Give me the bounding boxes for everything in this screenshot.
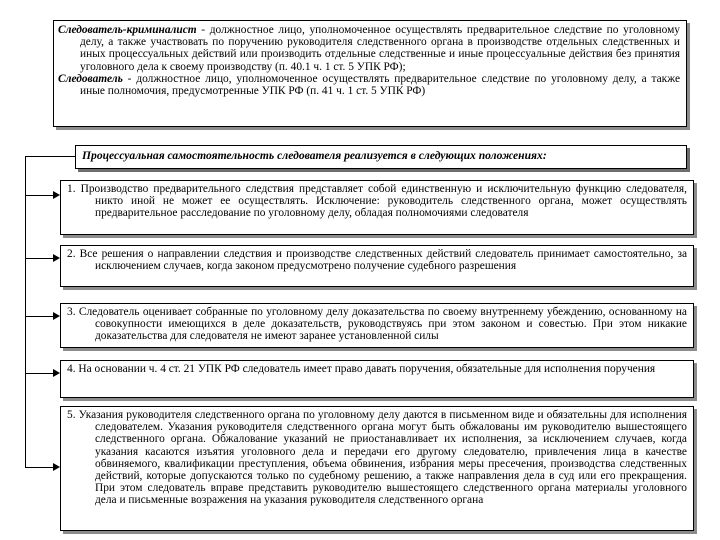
connector-branch-2: [25, 258, 53, 259]
provision-item-2: [60, 245, 694, 287]
connector-branch-5: [25, 467, 53, 468]
provision-text: 5. Указания руководителя следственного органа по уголовному делу даются в письменном виде и обязательны для исполнения следователем. Указания руководителя следственного органа могут быть обжалованы им руководителю вышестоящего следственного органа. Обжалование указаний не приостанавливает их исполнения, за исключением случаев, когда указания касаются изъятия уголовного дела и передачи его другому следователю, привлечения лица в качестве обвиняемого, квалификации преступления, объема обвинения, избрания меры пресечения, производства следственных действий, которые допускаются только по судебному решению, а также направления дела в суд или его прекращения. При этом следователь вправе представить руководителю вышестоящего следственного органа материалы уголовного дела и письменные возражения на указания руководителя следственного органа: [67, 409, 687, 507]
definition-term: Следователь-криминалист: [58, 24, 197, 36]
definition-term: Следователь: [58, 72, 123, 85]
provision-text: 3. Следователь оценивает собранные по уголовному делу доказательства по своему внутреннему убеждению, основанному на совокупности имеющихся в деле доказательств, руководствуясь при этом законом и совестью. При этом никакие доказательства для следователя не имеют заранее установленной силы: [67, 306, 687, 343]
provision-item-3: [60, 303, 694, 348]
arrow-icon: [53, 312, 60, 320]
connector-branch-4: [25, 373, 53, 374]
connector-branch-1: [25, 195, 53, 196]
provision-text: 2. Все решения о направлении следствия и производстве следственных действий следователь принимает самостоятельно, за исключением случаев, когда законом предусмотрено получение судебного разрешения: [67, 248, 687, 273]
definition-investigator: [58, 73, 680, 97]
provision-text: 1. Производство предварительного следствия представляет собой единственную и исключительную функцию следователя, никто иной не может ее осуществлять. Исключение: руководитель следственного органа, может осуществлять предварительное расследование по уголовному делу, обладая полномочиями следователя: [67, 183, 687, 220]
definition-text: - должностное лицо, уполномоченное осуществлять предварительное следствие по уголовному делу, а также участвовать по поручению руководителя следственного органа в производстве отдельных следственных и иных процессуальных действий или производить отдельные следственные и иные процессуальные действия без принятия уголовного дела к своему производству (п. 40.1 ч. 1 ст. 5 УПК РФ);: [80, 24, 680, 73]
connector-to-heading: [25, 156, 75, 157]
provision-item-5: [60, 406, 694, 531]
provision-item-1: [60, 180, 694, 235]
arrow-icon: [53, 191, 60, 199]
definition-text: - должностное лицо, уполномоченное осуществлять предварительное следствие по уголовному делу, а также иные полномочия, предусмотренные УПК РФ (п. 41 ч. 1 ст. 5 УПК РФ): [80, 72, 680, 98]
section-heading: Процессуальная самостоятельность следователя реализуется в следующих положениях:: [75, 145, 687, 169]
connector-branch-3: [25, 316, 53, 317]
arrow-icon: [53, 463, 60, 471]
provision-item-4: [60, 360, 694, 398]
provision-text: 4. На основании ч. 4 ст. 21 УПК РФ следователь имеет право давать поручения, обязательные для исполнения поручения: [67, 363, 656, 375]
connector-line: [25, 156, 26, 468]
arrow-icon: [53, 254, 60, 262]
definitions-box: [53, 20, 687, 127]
arrow-icon: [53, 369, 60, 377]
definition-criminalist: [58, 24, 680, 73]
